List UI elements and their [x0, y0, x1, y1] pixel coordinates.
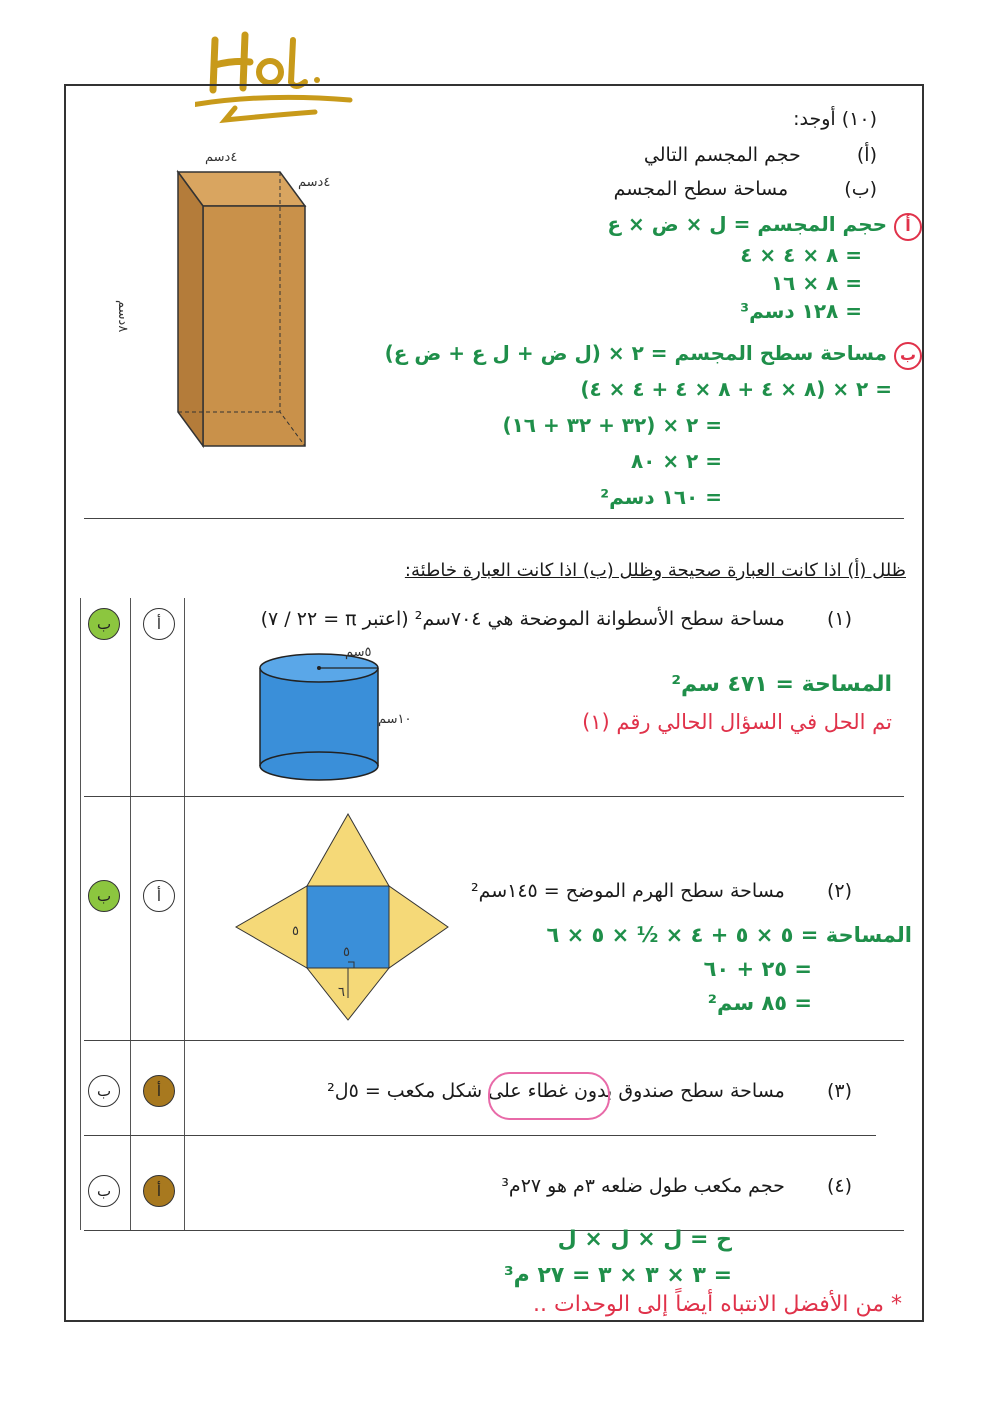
- pyramid-base-label: ٥: [343, 945, 350, 960]
- item-1-note-solved: تم الحل في السؤال الحالي رقم (١): [582, 710, 892, 734]
- highlight-circle: [488, 1072, 610, 1120]
- section2-instruction: ظلل (أ) اذا كانت العبارة صحيحة وظلل (ب) اذا كانت العبارة خاطئة:: [404, 560, 906, 581]
- divider: [84, 518, 904, 519]
- item-2-option-a[interactable]: أ: [143, 880, 175, 912]
- q10-part-b: (ب) مساحة سطح المجسم: [613, 178, 877, 200]
- box-height-label: ٨دسم: [115, 300, 130, 333]
- pyramid-slant-label: ٦: [338, 985, 345, 1000]
- answer-a-line: = ١٢٨ دسم³: [740, 299, 862, 323]
- item-2-note-line: = ٢٥ + ٦٠: [703, 957, 812, 981]
- row-divider: [84, 796, 904, 797]
- row-divider: [84, 1135, 876, 1136]
- answer-b-line: = ٢ × (٨ × ٤ + ٨ × ٤ + ٤ × ٤): [580, 377, 892, 401]
- item-2-note-line: = ٨٥ سم²: [707, 991, 812, 1015]
- item-4-notes: [504, 1222, 732, 1294]
- item-1-option-a[interactable]: أ: [143, 608, 175, 640]
- box-side-label: ٤دسم: [298, 175, 331, 190]
- item-3-option-b[interactable]: ب: [88, 1075, 120, 1107]
- item-1-option-b[interactable]: ب: [88, 608, 120, 640]
- item-2-text: (٢) مساحة سطح الهرم الموضح = ١٤٥سم²: [470, 880, 852, 902]
- answer-b-line: = ٢ × ٨٠: [630, 449, 722, 473]
- item-4-note-line: ح = ل × ل × ل: [557, 1227, 732, 1252]
- item-4-option-b[interactable]: ب: [88, 1175, 120, 1207]
- answer-a-line: أ حجم المجسم = ل × ض × ع: [607, 210, 922, 241]
- row-divider: [84, 1230, 904, 1231]
- item-1-text: (١) مساحة سطح الأسطوانة الموضحة هي ٧٠٤سم² (اعتبر π = ٢٢ / ٧): [260, 608, 852, 630]
- item-2-note-line: المساحة = ٥ × ٥ + ٤ × ½ × ٥ × ٦: [546, 923, 912, 947]
- answer-column-line: [80, 598, 81, 1230]
- answer-b: [385, 335, 922, 515]
- item-3-text: (٣) مساحة سطح صندوق بدون غطاء على شكل مكعب = ٥ل²: [327, 1080, 852, 1102]
- answer-b-line: ب مساحة سطح المجسم = ٢ × (ل ض + ل ع + ض ع): [385, 335, 922, 371]
- q10-title: أوجد:: [793, 108, 836, 130]
- item-1-note-area: المساحة = ٤٧١ سم²: [671, 672, 892, 697]
- pyramid-side-label: ٥: [292, 924, 299, 939]
- answer-b-line: = ٢ × (٣٢ + ٣٢ + ١٦): [502, 413, 722, 437]
- cylinder-figure: [255, 650, 385, 785]
- q10-number: (١٠): [841, 108, 877, 130]
- item-4-note-line: = ٣ × ٣ × ٣ = ٢٧ م³: [504, 1263, 732, 1288]
- item-4-option-a[interactable]: أ: [143, 1175, 175, 1207]
- answer-a-line: = ٨ × ١٦: [770, 271, 862, 295]
- row-divider: [84, 1040, 904, 1041]
- answer-a: [607, 210, 922, 325]
- cylinder-height-label: ١٠سم: [378, 712, 412, 727]
- item-3-option-a[interactable]: أ: [143, 1075, 175, 1107]
- cylinder-radius-label: ٥سم: [345, 645, 372, 660]
- box-top-label: ٤دسم: [205, 150, 238, 165]
- answer-a-line: = ٨ × ٤ × ٤: [740, 243, 862, 267]
- q10-heading: [793, 108, 877, 130]
- item-2-notes: [547, 918, 913, 1020]
- item-4-text: (٤) حجم مكعب طول ضلعه ٣م هو ٢٧م³: [501, 1175, 852, 1197]
- item-2-option-b[interactable]: ب: [88, 880, 120, 912]
- answer-b-line: = ١٦٠ دسم²: [600, 485, 722, 509]
- footer-note: * من الأفضل الانتباه أيضاً إلى الوحدات ..: [533, 1292, 902, 1317]
- q10-part-a: (أ) حجم المجسم التالي: [643, 144, 877, 166]
